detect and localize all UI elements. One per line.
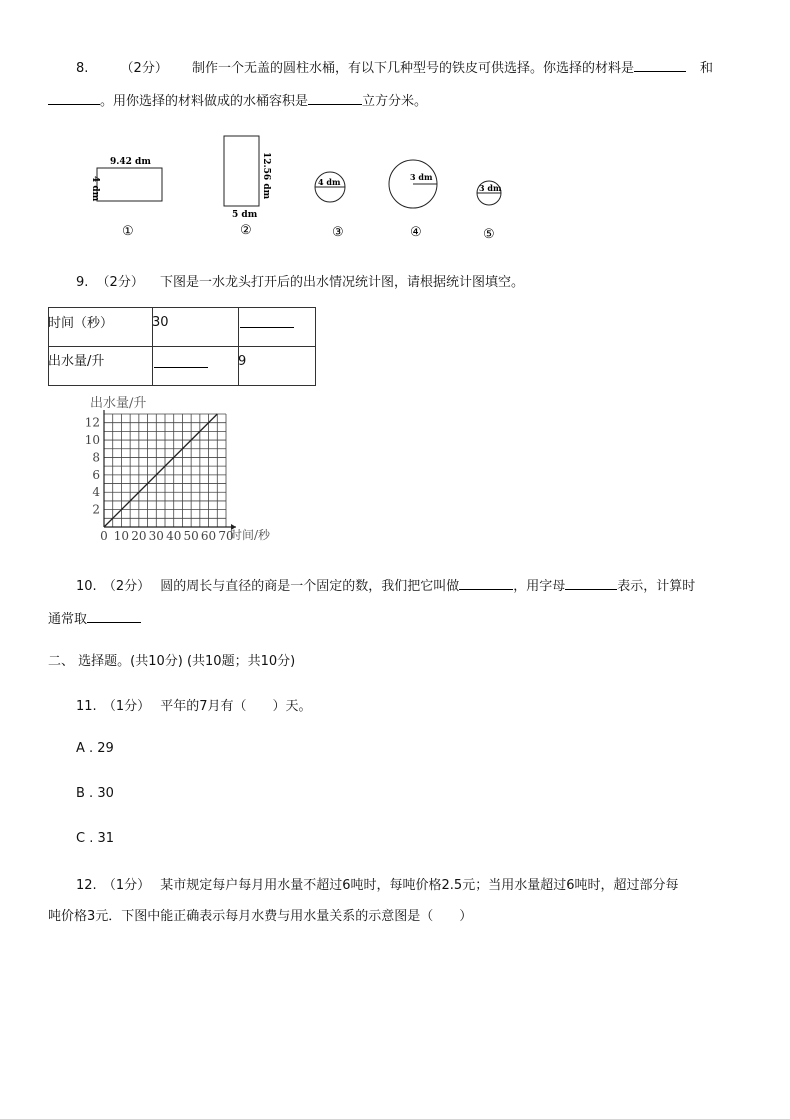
shape-5-label: ⑤ [483, 227, 495, 242]
section-2-title: 二、 选择题。(共10分) (共10题；共10分) [48, 654, 296, 669]
shape-2-width-label: 5 dm [232, 210, 258, 220]
shape-3-label: ③ [332, 225, 344, 240]
chart-y-tick-label: 6 [92, 467, 100, 482]
q8-text3: 立方分米。 [362, 94, 428, 109]
q9-table [48, 307, 315, 385]
chart-x-tick-label: 30 [148, 529, 164, 543]
shape-5-diameter-label: 3 dm [479, 183, 502, 193]
q9-text: 下图是一水龙头打开后的出水情况统计图，请根据统计图填空。 [159, 275, 524, 290]
q12-line1 [76, 874, 678, 893]
chart-y-tick-label: 2 [92, 502, 100, 517]
chart-x-tick-label: 0 [100, 529, 108, 543]
chart-y-tick-label: 10 [84, 433, 100, 448]
shape-2-label: ② [240, 223, 252, 238]
shape-1-rectangle [90, 157, 162, 239]
q10-text2: ，用字母 [513, 579, 566, 594]
shape-3-circle [315, 172, 345, 240]
q8-number: 8. [76, 61, 89, 76]
shape-2-height-label: 12.56 dm [261, 152, 271, 200]
chart-x-tick-label: 40 [166, 529, 182, 543]
shape-1-label: ① [122, 224, 134, 239]
q10-text1: 圆的周长与直径的商是一个固定的数，我们把它叫做 [160, 579, 460, 594]
q11-text: 平年的7月有（ ）天。 [160, 699, 312, 714]
shape-4-label: ④ [410, 225, 422, 240]
chart-x-tick-label: 10 [113, 529, 130, 543]
q8-and: 和 [699, 61, 713, 76]
q10-number: 10. [76, 579, 97, 594]
table-header-water: 出水量/升 [48, 354, 105, 369]
q11-number: 11. [76, 699, 97, 714]
q11-line1 [76, 695, 312, 714]
q9-line1 [76, 271, 524, 290]
chart-x-tick-label: 20 [131, 529, 147, 543]
q10-text4: 通常取 [48, 612, 88, 627]
q11-option-c[interactable]: C . 31 [76, 831, 115, 846]
chart-x-tick-label: 70 [218, 529, 234, 543]
table-blank-water[interactable] [154, 355, 208, 368]
q10-line1 [76, 575, 695, 594]
q12-number: 12. [76, 878, 97, 893]
q9-line-chart [74, 391, 294, 551]
chart-y-tick-label: 12 [84, 415, 100, 430]
chart-x-tick-label: 60 [200, 529, 217, 543]
q8-answer-blank-1[interactable] [634, 59, 686, 72]
q12-points: （1分） [102, 878, 151, 893]
q12-text1: 某市规定每户每月用水量不超过6吨时，每吨价格2.5元；当用水量超过6吨时，超过部分每 [160, 878, 679, 893]
shape-1-height-label: 4 dm [90, 176, 100, 202]
q8-shapes-figure [80, 130, 520, 245]
q8-text2: 。用你选择的材料做成的水桶容积是 [100, 94, 309, 109]
shape-4-circle [389, 160, 437, 240]
q11-points: （1分） [102, 699, 151, 714]
table-value-time-30: 30 [152, 315, 169, 330]
table-blank-time[interactable] [240, 315, 294, 328]
q10-answer-blank-1[interactable] [459, 577, 513, 590]
chart-ylabel: 出水量/升 [90, 396, 147, 411]
shape-4-radius-label: 3 dm [410, 172, 433, 182]
chart-y-tick-label: 4 [92, 485, 100, 500]
q8-answer-blank-2[interactable] [48, 92, 100, 105]
q8-line1 [76, 57, 713, 76]
q10-answer-blank-3[interactable] [87, 610, 141, 623]
q11-option-a[interactable]: A . 29 [76, 741, 114, 756]
chart-x-tick-label: 50 [183, 529, 199, 543]
shape-1-width-label: 9.42 dm [110, 157, 151, 167]
shape-3-diameter-label: 4 dm [318, 177, 341, 187]
q9-number: 9. [76, 275, 89, 290]
q8-points: （2分） [120, 61, 168, 76]
table-header-time: 时间（秒） [48, 316, 114, 331]
chart-y-tick-label: 8 [92, 450, 100, 465]
q10-line2 [48, 608, 141, 627]
q8-answer-blank-3[interactable] [308, 92, 362, 105]
chart-series-line [104, 414, 217, 527]
q10-answer-blank-2[interactable] [565, 577, 617, 590]
q11-option-b[interactable]: B . 30 [76, 786, 114, 801]
q10-points: （2分） [102, 579, 151, 594]
q12-line2: 吨价格3元．下图中能正确表示每月水费与用水量关系的示意图是（ ） [48, 909, 473, 924]
shape-5-circle [477, 181, 502, 242]
chart-xlabel: 时间/秒 [230, 528, 271, 542]
q8-line2 [48, 90, 427, 109]
q10-text3: 表示，计算时 [617, 579, 696, 594]
q9-points: （2分） [96, 275, 144, 290]
shape-2-rectangle [224, 136, 271, 238]
q8-text1: 制作一个无盖的圆柱水桶，有以下几种型号的铁皮可供选择。你选择的材料是 [191, 61, 634, 76]
table-value-water-9: 9 [238, 354, 247, 369]
